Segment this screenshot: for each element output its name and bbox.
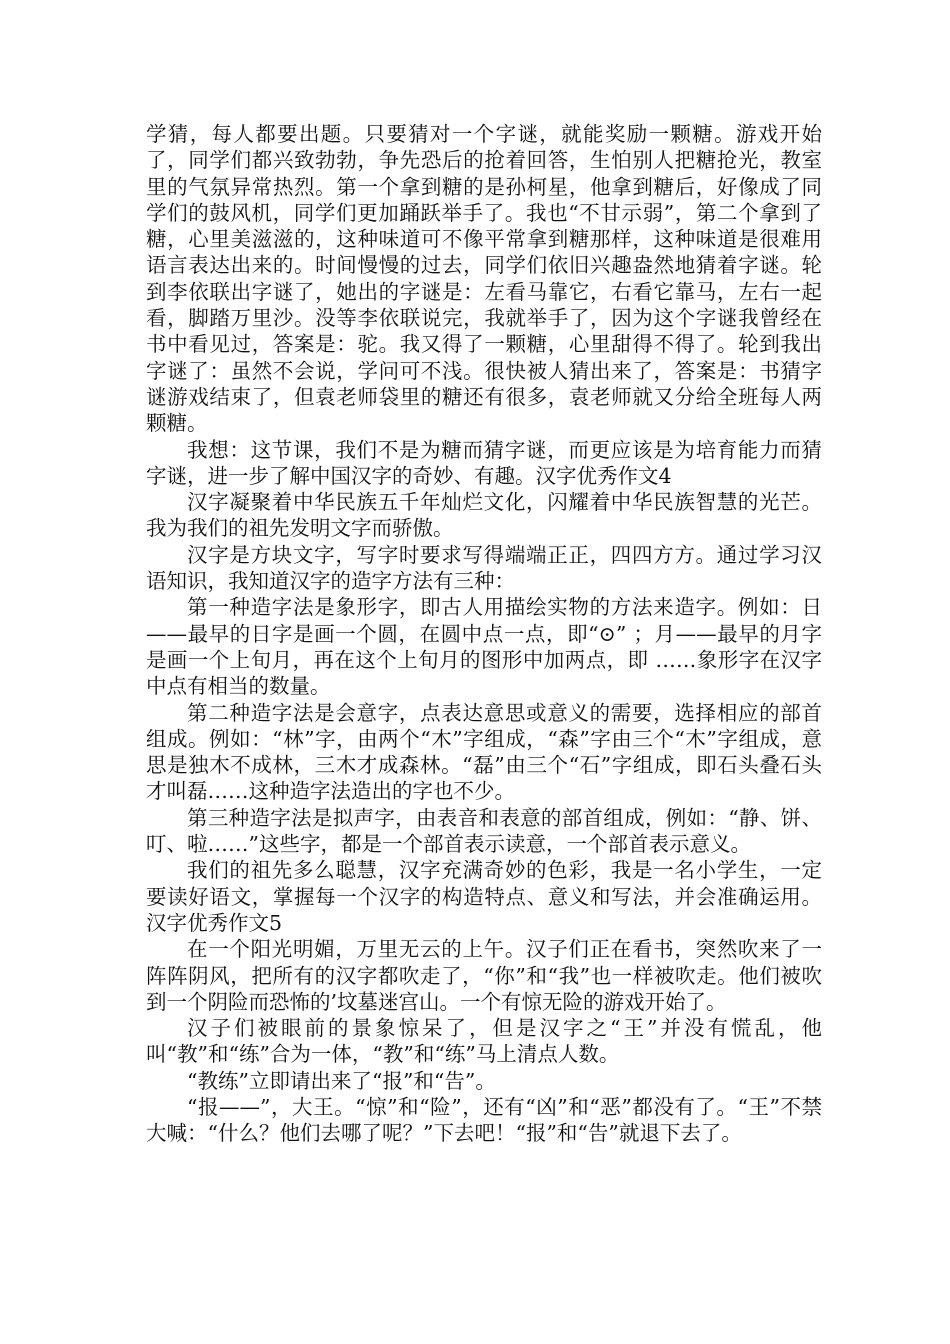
paragraph: 汉子们被眼前的景象惊呆了，但是汉字之“王”并没有慌乱，他叫“教”和“练”合为一体，“教”和“练”马上清点人数。 <box>146 1016 822 1067</box>
paragraph: 汉字是方块文字，写字时要求写得端端正正，四四方方。通过学习汉语知识，我知道汉字的造字方法有三种： <box>146 542 822 594</box>
paragraph: 我们的祖先多么聪慧，汉字充满奇妙的色彩，我是一名小学生，一定要读好语文，掌握每一个汉字的构造特点、意义和写法，并会准确运用。汉字优秀作文5 <box>146 858 822 935</box>
paragraph: 第一种造字法是象形字，即古人用描绘实物的方法来造字。例如：日——最早的日字是画一个圆，在圆中点一点，即“⊙” ；月——最早的月字是画一个上旬月，再在这个上旬月的图形中加两点，即 ……象形字在汉字中点有相当的数量。 <box>146 595 822 699</box>
paragraph: 汉字凝聚着中华民族五千年灿烂文化，闪耀着中华民族智慧的光芒。我为我们的祖先发明文字而骄傲。 <box>146 490 822 541</box>
document-body <box>146 121 822 1147</box>
paragraph: 在一个阳光明媚，万里无云的上午。汉子们正在看书，突然吹来了一阵阵阴风，把所有的汉字都吹走了，“你”和“我”也一样被吹走。他们被吹到一个阴险而恐怖的’坟墓迷宫山。一个有惊无险的游戏开始了。 <box>146 937 822 1014</box>
paragraph: 第二种造字法是会意字，点表达意思或意义的需要，选择相应的部首组成。例如：“林”字，由两个“木”字组成，“森”字由三个“木”字组成，意思是独木不成林，三木才成森林。“磊”由三个“石”字组成，即石头叠石头才叫磊……这种造字法造出的字也不少。 <box>146 700 822 804</box>
paragraph: 学猜，每人都要出题。只要猜对一个字谜，就能奖励一颗糖。游戏开始了，同学们都兴致勃勃，争先恐后的抢着回答，生怕别人把糖抢光，教室里的气氛异常热烈。第一个拿到糖的是孙柯星，他拿到糖后，好像成了同学们的鼓风机，同学们更加踊跃举手了。我也“不甘示弱”，第二个拿到了糖，心里美滋滋的，这种味道可不像平常拿到糖那样，这种味道是很难用语言表达出来的。时间慢慢的过去，同学们依旧兴趣盎然地猜着字谜。轮到李依联出字谜了，她出的字谜是：左看马靠它，右看它靠马，左右一起看，脚踏万里沙。没等李依联说完，我就举手了，因为这个字谜我曾经在书中看见过，答案是：驼。我又得了一颗糖，心里甜得不得了。轮到我出字谜了：虽然不会说，学问可不浅。很快被人猜出来了，答案是：书猜字谜游戏结束了，但袁老师袋里的糖还有很多，袁老师就又分给全班每人两颗糖。 <box>146 122 822 436</box>
paragraph: “报——”，大王。“惊”和“险”，还有“凶”和“恶”都没有了。“王”不禁大喊：“什么？他们去哪了呢？”下去吧！“报”和“告”就退下去了。 <box>146 1094 822 1146</box>
paragraph: 我想：这节课，我们不是为糖而猜字谜，而更应该是为培育能力而猜字谜，进一步了解中国汉字的奇妙、有趣。汉字优秀作文4 <box>146 437 822 488</box>
paragraph: “教练”立即请出来了“报”和“告”。 <box>187 1068 496 1093</box>
paragraph: 第三种造字法是拟声字，由表音和表意的部首组成，例如：“静、饼、叮、啦……”这些字，都是一个部首表示读意，一个部首表示意义。 <box>146 805 822 857</box>
